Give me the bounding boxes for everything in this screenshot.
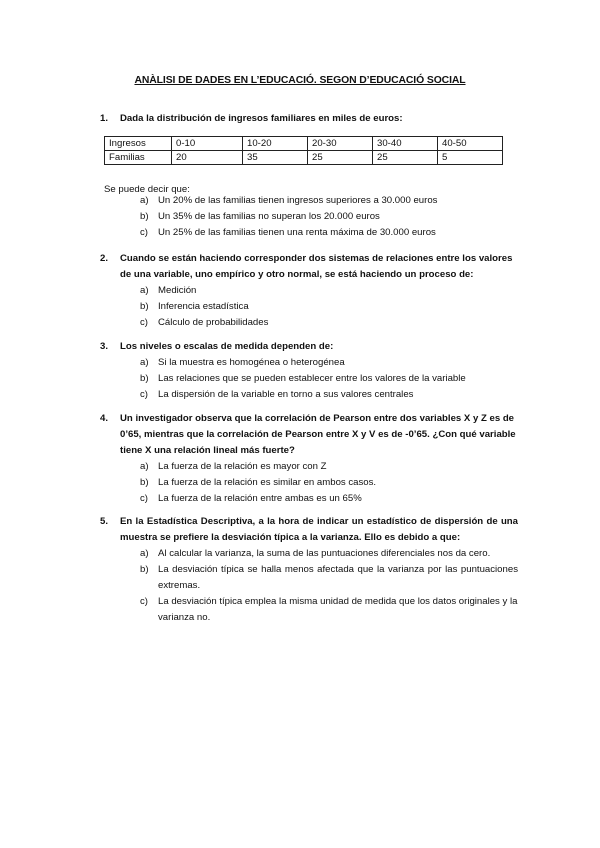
option-text: Inferencia estadística: [158, 301, 249, 312]
option-c: [140, 594, 518, 626]
question-number: 5.: [100, 516, 109, 527]
question-1-options: [140, 193, 520, 241]
option-c: [140, 491, 518, 507]
option-letter: c): [140, 389, 148, 400]
question-1: [100, 111, 518, 127]
option-text: Cálculo de probabilidades: [158, 317, 269, 328]
option-text: Medición: [158, 285, 197, 296]
option-text: La desviación típica se halla menos afectada que la varianza por las puntuaciones extremas.: [158, 564, 518, 591]
option-text: Un 35% de las familias no superan los 20.000 euros: [158, 211, 380, 222]
option-b: [140, 475, 518, 491]
question-number: 4.: [100, 413, 109, 424]
question-number: 1.: [100, 113, 109, 124]
question-5: [100, 514, 518, 626]
table-cell: 10-20: [243, 137, 308, 151]
option-letter: c): [140, 596, 148, 607]
question-text: Los niveles o escalas de medida dependen de:: [120, 341, 334, 352]
table-cell: 20-30: [308, 137, 373, 151]
question-text: En la Estadística Descriptiva, a la hora de indicar un estadístico de dispersión de una muestra se prefiere la desviación típica a la varianza. Ello es debido a que:: [120, 516, 518, 543]
option-text: La dispersión de la variable en torno a sus valores centrales: [158, 389, 414, 400]
question-1-intro: Se puede decir que:: [104, 184, 190, 195]
table-cell: 25: [373, 151, 438, 165]
question-text: Un investigador observa que la correlación de Pearson entre dos variables X y Z es de 0’65, mientras que la correlación de Pearson entre X y V es de -0’65. ¿Con qué variable tiene X una relación lineal más fuerte?: [120, 413, 516, 456]
income-distribution-table: [104, 136, 503, 165]
option-letter: a): [140, 285, 149, 296]
option-b: [140, 371, 518, 387]
option-letter: c): [140, 227, 148, 238]
question-4-options: [140, 459, 518, 507]
table-cell: 5: [438, 151, 503, 165]
option-a: [140, 283, 518, 299]
option-letter: b): [140, 477, 149, 488]
table-row: [105, 137, 503, 151]
question-text: Dada la distribución de ingresos familiares en miles de euros:: [120, 113, 403, 124]
option-letter: b): [140, 373, 149, 384]
option-c: [140, 387, 518, 403]
question-3-options: [140, 355, 518, 403]
option-b: [140, 562, 518, 594]
question-number: 3.: [100, 341, 109, 352]
option-letter: c): [140, 317, 148, 328]
option-text: La fuerza de la relación es mayor con Z: [158, 461, 327, 472]
option-a: [140, 193, 520, 209]
question-2: [100, 251, 518, 331]
option-c: [140, 315, 518, 331]
table-cell: 40-50: [438, 137, 503, 151]
option-letter: a): [140, 548, 149, 559]
option-c: [140, 225, 520, 241]
question-2-options: [140, 283, 518, 331]
option-text: Un 25% de las familias tienen una renta máxima de 30.000 euros: [158, 227, 436, 238]
option-text: Las relaciones que se pueden establecer entre los valores de la variable: [158, 373, 466, 384]
table-cell: Ingresos: [105, 137, 172, 151]
question-3: [100, 339, 518, 403]
option-a: [140, 546, 518, 562]
table-cell: 30-40: [373, 137, 438, 151]
page-title: ANÀLISI DE DADES EN L’EDUCACIÓ. SEGON D’EDUCACIÓ SOCIAL: [134, 75, 466, 86]
table-cell: 25: [308, 151, 373, 165]
option-letter: c): [140, 493, 148, 504]
option-text: Un 20% de las familias tienen ingresos superiores a 30.000 euros: [158, 195, 438, 206]
option-letter: b): [140, 211, 149, 222]
option-text: La desviación típica emplea la misma unidad de medida que los datos originales y la varianza no.: [158, 596, 518, 623]
question-4: [100, 411, 518, 507]
option-letter: a): [140, 461, 149, 472]
table-cell: 20: [172, 151, 243, 165]
option-b: [140, 299, 518, 315]
table-row: [105, 151, 503, 165]
option-text: La fuerza de la relación es similar en ambos casos.: [158, 477, 377, 488]
question-text: Cuando se están haciendo corresponder dos sistemas de relaciones entre los valores de una variable, uno empírico y otro normal, se está haciendo un proceso de:: [120, 253, 513, 280]
question-number: 2.: [100, 253, 109, 264]
option-text: La fuerza de la relación entre ambas es un 65%: [158, 493, 362, 504]
table-cell: 35: [243, 151, 308, 165]
option-a: [140, 355, 518, 371]
option-a: [140, 459, 518, 475]
option-text: Al calcular la varianza, la suma de las puntuaciones diferenciales nos da cero.: [158, 548, 491, 559]
question-5-options: [140, 546, 518, 626]
option-letter: a): [140, 357, 149, 368]
option-letter: b): [140, 301, 149, 312]
table-cell: 0-10: [172, 137, 243, 151]
option-text: Si la muestra es homogénea o heterogénea: [158, 357, 345, 368]
table-cell: Familias: [105, 151, 172, 165]
option-letter: a): [140, 195, 149, 206]
option-b: [140, 209, 520, 225]
option-letter: b): [140, 564, 149, 575]
